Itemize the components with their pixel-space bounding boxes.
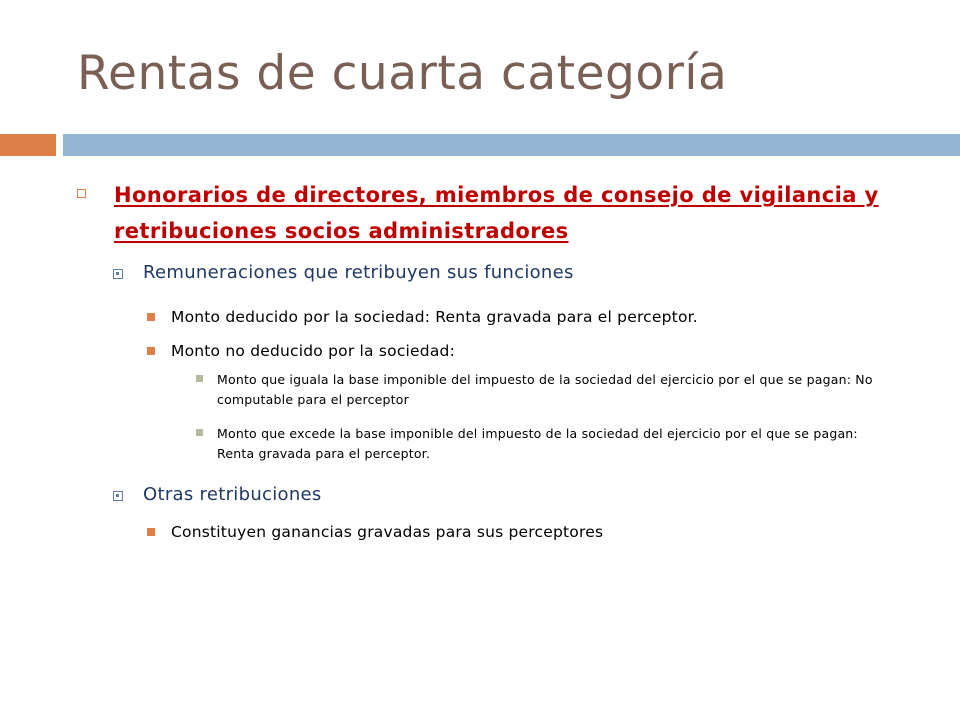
subitem-text: Monto que iguala la base imponible del impuesto de la sociedad del ejercicio por el que se pagan: No computable para el perceptor [217,372,873,407]
title-accent-bar-orange [0,134,56,156]
small-square-bullet-icon [196,429,203,436]
bullet-monto-no-deducido [147,340,907,362]
subitem-text: Monto que excede la base imponible del impuesto de la sociedad del ejercicio por el que se pagan: Renta gravada para el perceptor. [217,426,858,461]
heading-text: Honorarios de directores, miembros de consejo de vigilancia y retribuciones socios administradores [114,183,879,243]
slide-title: Rentas de cuarta categoría [77,46,728,101]
boxed-square-bullet-icon [113,269,123,279]
bullet-heading [77,177,897,249]
small-square-bullet-icon [196,375,203,382]
title-accent-bar-blue [63,134,960,156]
bullet-otras-retribuciones [113,482,913,508]
item-text: Monto deducido por la sociedad: Renta gravada para el perceptor. [171,308,698,326]
item-text: Constituyen ganancias gravadas para sus perceptores [171,523,604,541]
section-label: Remuneraciones que retribuyen sus funciones [143,262,574,283]
section-label: Otras retribuciones [143,484,322,505]
filled-square-bullet-icon [147,528,155,536]
bullet-remuneraciones [113,260,913,286]
filled-square-bullet-icon [147,347,155,355]
hollow-square-bullet-icon [77,189,86,198]
filled-square-bullet-icon [147,313,155,321]
bullet-constituyen [147,521,907,543]
boxed-square-bullet-icon [113,491,123,501]
bullet-monto-deducido [147,306,907,328]
item-text: Monto no deducido por la sociedad: [171,342,455,360]
bullet-monto-excede [196,424,896,464]
bullet-monto-iguala [196,370,896,410]
